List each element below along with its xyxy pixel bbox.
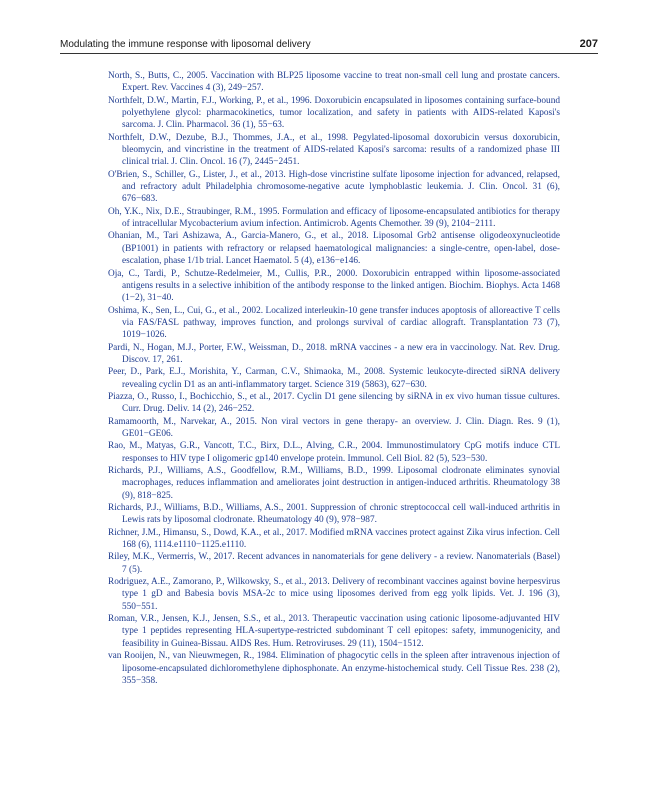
- reference-item: Northfelt, D.W., Dezube, B.J., Thommes, J.A., et al., 1998. Pegylated-liposomal doxorubicin versus doxorubicin, bleomycin, and vincristine in the treatment of AIDS-related Kaposi's sarcoma: results of a randomized phase III clinical trial. J. Clin. Oncol. 16 (7), 2445−2451.: [108, 132, 560, 168]
- reference-item: Oshima, K., Sen, L., Cui, G., et al., 2002. Localized interleukin-10 gene transfer induces apoptosis of alloreactive T cells via FAS/FASL pathway, improves function, and prolongs survival of cardiac allograft. Transplantation 73 (7), 1019−1026.: [108, 305, 560, 341]
- reference-item: Rao, M., Matyas, G.R., Vancott, T.C., Birx, D.L., Alving, C.R., 2004. Immunostimulatory CpG motifs induce CTL responses to HIV type I oligomeric gp140 envelope protein. Immunol. Cell Biol. 82 (5), 523−530.: [108, 441, 560, 464]
- reference-list: [108, 70, 560, 687]
- reference-item: Oja, C., Tardi, P., Schutze-Redelmeier, M., Cullis, P.R., 2000. Doxorubicin entrapped within liposome-associated antigens results in a selective inhibition of the antibody response to the linked antigen. Biochim. Biophys. Acta 1468 (1−2), 31−40.: [108, 268, 560, 304]
- reference-item: Richards, P.J., Williams, B.D., Williams, A.S., 2001. Suppression of chronic streptococcal cell wall-induced arthritis in Lewis rats by liposomal clodronate. Rheumatology 40 (9), 978−987.: [108, 503, 560, 526]
- reference-item: Riley, M.K., Vermerris, W., 2017. Recent advances in nanomaterials for gene delivery - a review. Nanomaterials (Basel) 7 (5).: [108, 552, 560, 575]
- reference-item: O'Brien, S., Schiller, G., Lister, J., et al., 2013. High-dose vincristine sulfate liposome injection for advanced, relapsed, and refractory adult Philadelphia chromosome-negative acute lymphoblastic leukemia. J. Clin. Oncol. 31 (6), 676−683.: [108, 169, 560, 205]
- reference-item: Richards, P.J., Williams, A.S., Goodfellow, R.M., Williams, B.D., 1999. Liposomal clodronate eliminates synovial macrophages, reduces inflammation and ameliorates joint destruction in antigen-induced arthritis. Rheumatology 38 (9), 818−825.: [108, 466, 560, 501]
- reference-item: Ramamoorth, M., Narvekar, A., 2015. Non viral vectors in gene therapy- an overview. J. Clin. Diagn. Res. 9 (1), GE01−GE06.: [108, 416, 560, 439]
- reference-item: van Rooijen, N., van Nieuwmegen, R., 1984. Elimination of phagocytic cells in the spleen after intravenous injection of liposome-encapsulated dichloromethylene diphosphonate. An enzyme-histochemical study. Cell Tissue Res. 238 (2), 355−358.: [108, 651, 560, 686]
- reference-item: Pardi, N., Hogan, M.J., Porter, F.W., Weissman, D., 2018. mRNA vaccines - a new era in vaccinology. Nat. Rev. Drug. Discov. 17, 261.: [108, 342, 560, 365]
- reference-item: Rodriguez, A.E., Zamorano, P., Wilkowsky, S., et al., 2013. Delivery of recombinant vaccines against bovine herpesvirus type 1 gD and Babesia bovis MSA-2c to mice using liposomes derived from egg yolk lipids. Vet. J. 196 (3), 550−551.: [108, 577, 560, 612]
- header-rule: [60, 53, 598, 54]
- reference-item: Roman, V.R., Jensen, K.J., Jensen, S.S., et al., 2013. Therapeutic vaccination using cationic liposome-adjuvanted HIV type 1 peptides representing HLA-supertype-restricted subdominant T cell epitopes: safety, immunogenicity, and feasibility in Guinea-Bissau. AIDS Res. Hum. Retroviruses. 29 (11), 1504−1512.: [108, 614, 560, 649]
- reference-item: North, S., Butts, C., 2005. Vaccination with BLP25 liposome vaccine to treat non-small cell lung and prostate cancers. Expert. Rev. Vaccines 4 (3), 249−257.: [108, 71, 560, 94]
- reference-item: Peer, D., Park, E.J., Morishita, Y., Carman, C.V., Shimaoka, M., 2008. Systemic leukocyte-directed siRNA delivery revealing cyclin D1 as an anti-inflammatory target. Science 319 (5863), 627−630.: [108, 367, 560, 390]
- page-number: 207: [579, 38, 598, 50]
- reference-item: Oh, Y.K., Nix, D.E., Straubinger, R.M., 1995. Formulation and efficacy of liposome-encapsulated antibiotics for therapy of intracellular Mycobacterium avium infection. Antimicrob. Agents Chemother. 39 (9), 2104−2111.: [108, 206, 560, 230]
- reference-item: Ohanian, M., Tari Ashizawa, A., Garcia-Manero, G., et al., 2018. Liposomal Grb2 antisense oligodeoxynucleotide (BP1001) in patients with refractory or relapsed haematological malignancies: a single-centre, open-label, dose-escalation, phase 1/1b trial. Lancet Haematol. 5 (4), e136−e146.: [108, 231, 560, 267]
- reference-item: Northfelt, D.W., Martin, F.J., Working, P., et al., 1996. Doxorubicin encapsulated in liposomes containing surface-bound polyethylene glycol: pharmacokinetics, tumor localization, and safety in patients with AIDS-related Kaposi's sarcoma. J. Clin. Pharmacol. 36 (1), 55−63.: [108, 95, 560, 131]
- running-title: Modulating the immune response with liposomal delivery: [60, 39, 311, 50]
- reference-item: Piazza, O., Russo, I., Bochicchio, S., et al., 2017. Cyclin D1 gene silencing by siRNA in ex vivo human tissue cultures. Curr. Drug. Deliv. 14 (2), 246−252.: [108, 391, 560, 415]
- running-head: [60, 38, 598, 50]
- reference-item: Richner, J.M., Himansu, S., Dowd, K.A., et al., 2017. Modified mRNA vaccines protect against Zika virus infection. Cell 168 (6), 1114.e1110−1125.e1110.: [108, 527, 560, 551]
